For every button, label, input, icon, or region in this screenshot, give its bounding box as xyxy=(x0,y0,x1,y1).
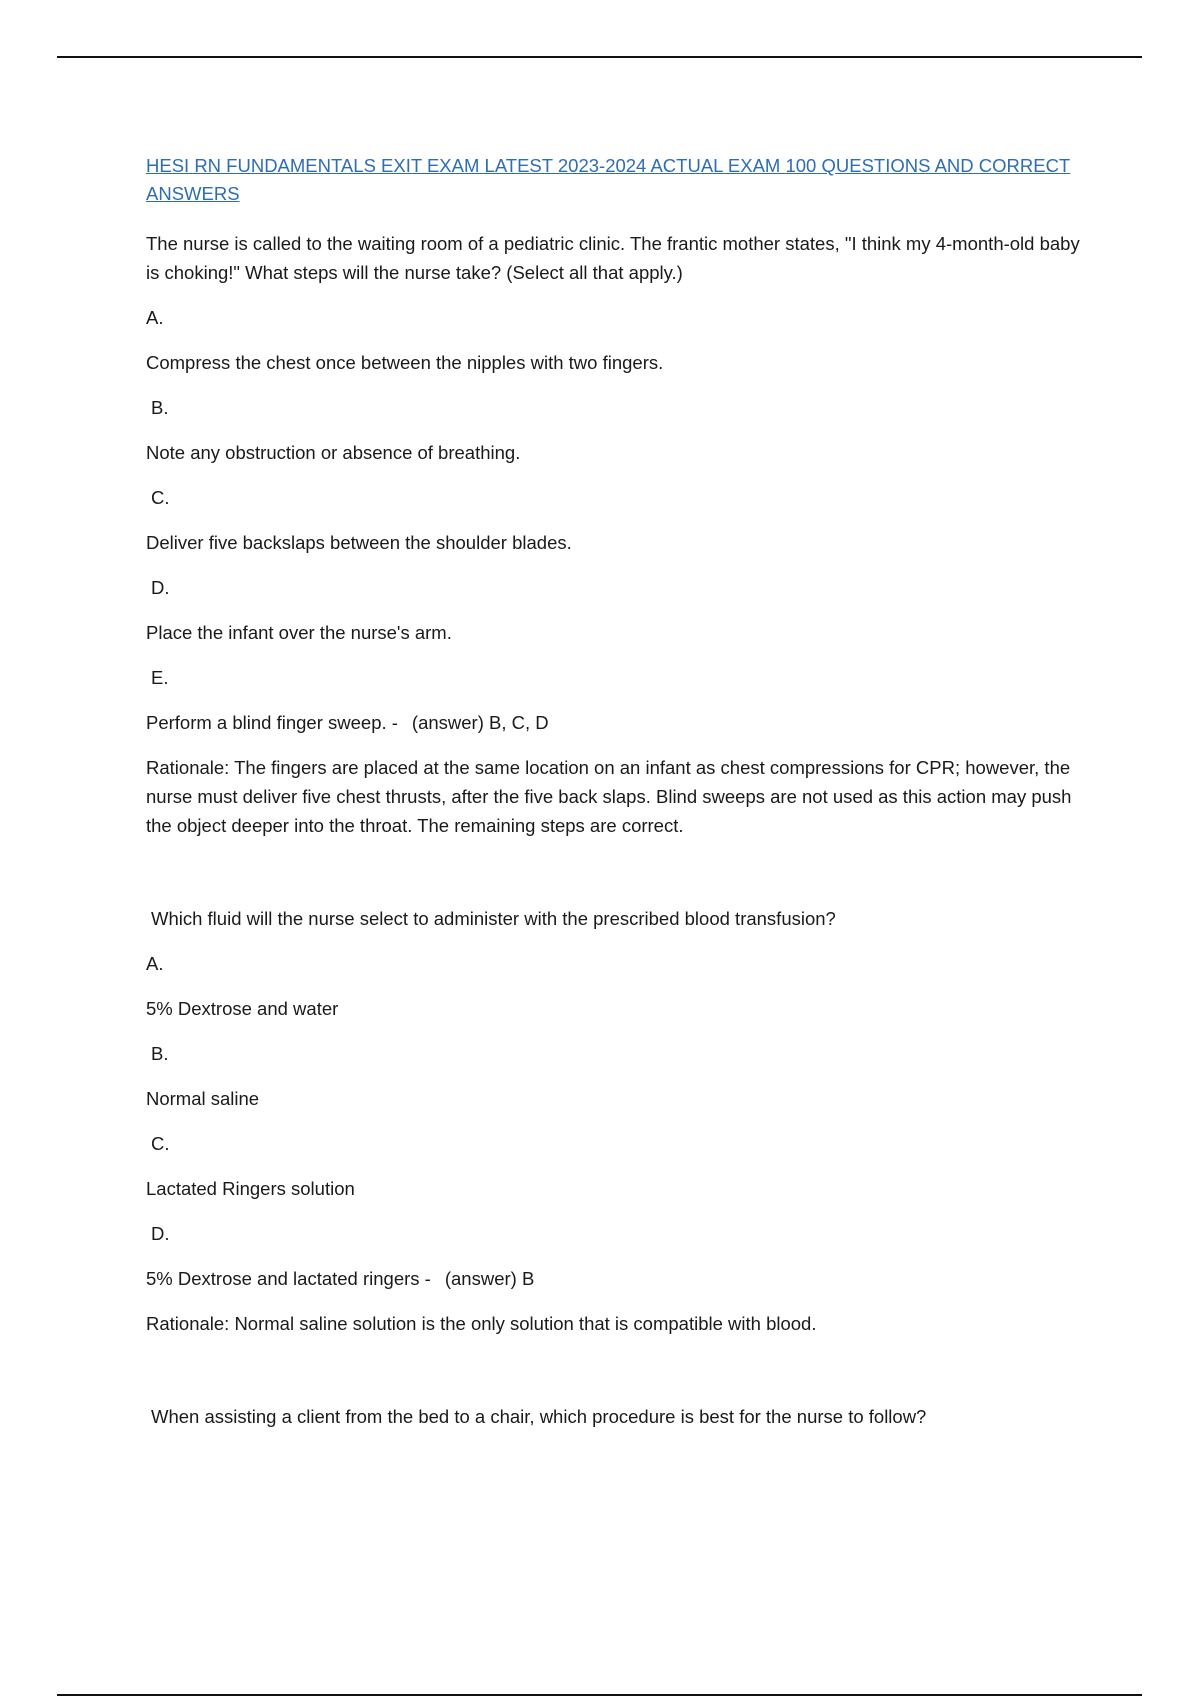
q1-option-c-letter: C. xyxy=(151,487,170,508)
header-rule xyxy=(57,56,1142,58)
question-2 xyxy=(146,904,1096,1338)
q1-option-b-text: Note any obstruction or absence of breathing. xyxy=(146,442,521,463)
q2-rationale: Rationale: Normal saline solution is the only solution that is compatible with blood. xyxy=(146,1313,817,1334)
q2-answer: (answer) B xyxy=(444,1268,535,1289)
q2-option-b-text: Normal saline xyxy=(146,1088,260,1109)
footer-rule xyxy=(57,1694,1142,1696)
q2-option-a-text: 5% Dextrose and water xyxy=(146,998,339,1019)
q1-option-b-letter: B. xyxy=(151,397,169,418)
q2-option-d-letter: D. xyxy=(151,1223,170,1244)
q2-option-d-line xyxy=(146,1264,1096,1293)
q2-option-d-text: 5% Dextrose and lactated ringers - xyxy=(146,1268,431,1289)
q1-answer: (answer) B, C, D xyxy=(411,712,549,733)
question-1-text: The nurse is called to the waiting room of a pediatric clinic. The frantic mother states, "I think my 4-month-old baby is choking!" What steps will the nurse take? (Select all that apply.) xyxy=(146,233,1080,283)
q1-option-a-letter: A. xyxy=(146,307,164,328)
q2-option-a-letter: A. xyxy=(146,953,164,974)
q1-option-d-text: Place the infant over the nurse's arm. xyxy=(146,622,452,643)
question-spacer xyxy=(146,1354,1096,1402)
q1-option-e-letter: E. xyxy=(151,667,169,688)
q1-option-a-text: Compress the chest once between the nipples with two fingers. xyxy=(146,352,664,373)
q1-rationale: Rationale: The fingers are placed at the same location on an infant as chest compressions for CPR; however, the nurse must deliver five chest thrusts, after the five back slaps. Blind sweeps are not used as this action may push the object deeper into the throat. The remaining steps are correct. xyxy=(146,757,1072,836)
q2-option-c-text: Lactated Ringers solution xyxy=(146,1178,355,1199)
q1-option-c-text: Deliver five backslaps between the shoulder blades. xyxy=(146,532,572,553)
question-3-text: When assisting a client from the bed to a chair, which procedure is best for the nurse to follow? xyxy=(151,1406,927,1427)
question-spacer xyxy=(146,856,1096,904)
q1-option-e-text: Perform a blind finger sweep. - xyxy=(146,712,398,733)
q1-option-e-line xyxy=(146,708,1096,737)
question-2-text: Which fluid will the nurse select to administer with the prescribed blood transfusion? xyxy=(151,908,836,929)
q2-option-b-letter: B. xyxy=(151,1043,169,1064)
document-body xyxy=(146,152,1096,1447)
question-3 xyxy=(146,1402,1096,1431)
question-1 xyxy=(146,229,1096,840)
document-title-link[interactable]: HESI RN FUNDAMENTALS EXIT EXAM LATEST 2023-2024 ACTUAL EXAM 100 QUESTIONS AND CORRECT ANSWERS xyxy=(146,155,1071,204)
q2-option-c-letter: C. xyxy=(151,1133,170,1154)
q1-option-d-letter: D. xyxy=(151,577,170,598)
